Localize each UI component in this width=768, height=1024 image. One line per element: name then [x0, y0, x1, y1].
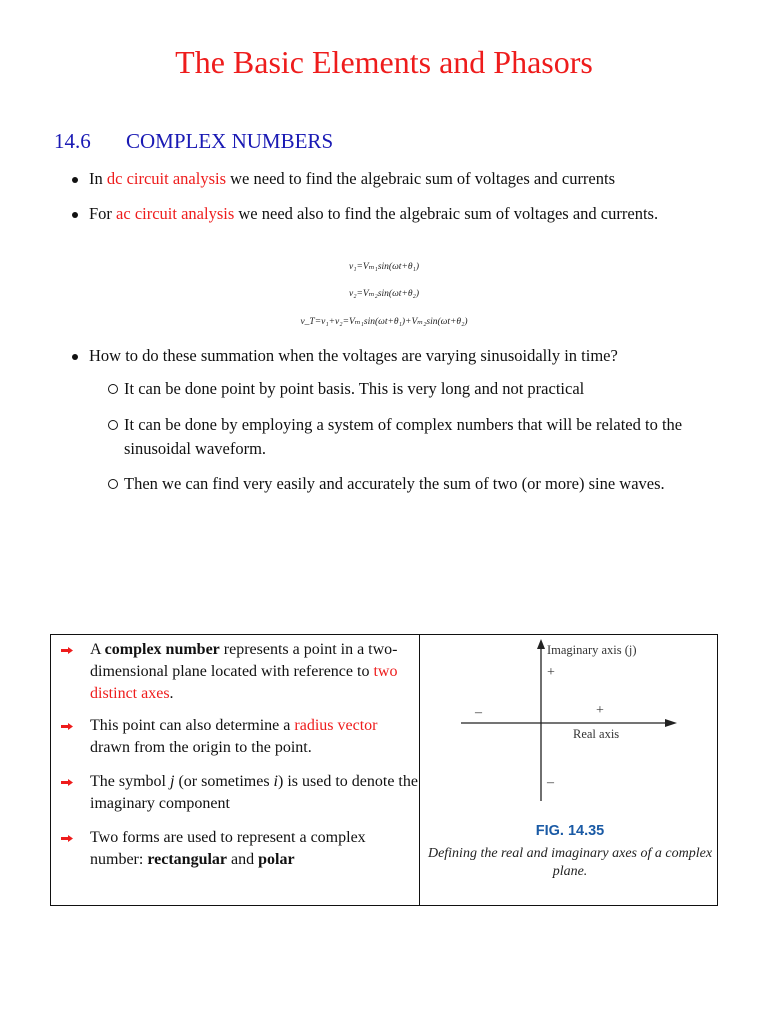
- equation-vt: v_T=v₁+v₂=Vₘ₁sin(ωt+θ₁)+Vₘ₂sin(ωt+θ₂): [300, 317, 468, 327]
- box-item-and: and: [227, 851, 259, 868]
- box-item-post: represents a point in a two-dimensional plane located with reference to: [90, 641, 398, 680]
- plus-top-label: +: [547, 665, 555, 680]
- bullet-text-post: we need also to find the algebraic sum of voltages and currents.: [234, 204, 659, 223]
- minus-left-label: –: [475, 705, 482, 720]
- figure-caption: Defining the real and imaginary axes of a complex plane.: [427, 846, 713, 879]
- box-item-symbol: i: [273, 773, 278, 790]
- page-title: The Basic Elements and Phasors: [175, 44, 593, 80]
- complex-number-box: [50, 634, 718, 906]
- bullet-text: [89, 202, 699, 226]
- box-item-end: .: [169, 685, 174, 702]
- box-item-text: [90, 771, 420, 815]
- section-heading: [54, 127, 333, 155]
- equation-v1: v₁=Vₘ₁sin(ωt+θ₁): [348, 262, 419, 272]
- minus-bottom-label: –: [547, 775, 554, 790]
- complex-plane-diagram: [451, 635, 721, 805]
- bullet-text-post: we need to find the algebraic sum of voltages and currents: [226, 169, 616, 188]
- red-arrow-icon: [61, 779, 73, 786]
- box-item-bold: complex number: [104, 641, 220, 658]
- box-item-post: ) is used to denote the imaginary component: [90, 773, 418, 812]
- imaginary-axis-arrow-icon: [537, 639, 545, 649]
- box-item-mid: (or sometimes: [174, 773, 274, 790]
- real-axis-arrow-icon: [665, 719, 677, 727]
- section-title: COMPLEX NUMBERS: [126, 129, 334, 153]
- bullet-text-pre: For: [89, 204, 117, 223]
- plus-right-label: +: [596, 703, 604, 718]
- bullet-highlight: dc circuit analysis: [106, 169, 227, 188]
- figure-number: FIG. 14.35: [535, 823, 605, 839]
- box-item-highlight: radius vector: [294, 717, 378, 734]
- imaginary-axis-label: Imaginary axis (j): [547, 643, 637, 657]
- subitem-text: Then we can find very easily and accurately the sum of two (or more) sine waves.: [124, 474, 665, 493]
- red-arrow-icon: [61, 647, 73, 654]
- bullet-dot: [72, 212, 78, 218]
- box-item-text: [90, 715, 420, 759]
- bullet-text: How to do these summation when the voltages are varying sinusoidally in time?: [89, 346, 618, 365]
- real-axis-label: Real axis: [573, 727, 620, 741]
- equation-v2: v₂=Vₘ₂sin(ωt+θ₂): [348, 289, 419, 299]
- box-item-pre: Two forms are used to represent a complex number:: [90, 829, 366, 868]
- subitem-circle: [108, 384, 118, 394]
- box-item-bold: polar: [258, 851, 295, 868]
- bullet-dot: [72, 177, 78, 183]
- subitem-circle: [108, 420, 118, 430]
- red-arrow-icon: [61, 835, 73, 842]
- box-item-text: [90, 827, 420, 871]
- box-item-bold: rectangular: [147, 851, 228, 868]
- subitem-text: It can be done point by point basis. This is very long and not practical: [124, 379, 585, 398]
- box-item-text: [90, 639, 420, 705]
- subitem-circle: [108, 479, 118, 489]
- box-item-pre: The symbol: [90, 773, 170, 790]
- box-item-pre: A: [90, 641, 105, 658]
- box-item-post: drawn from the origin to the point.: [90, 739, 312, 756]
- red-arrow-icon: [61, 723, 73, 730]
- box-item-pre: This point can also determine a: [90, 717, 295, 734]
- bullet-text-pre: In: [89, 169, 107, 188]
- section-number: 14.6: [54, 129, 91, 153]
- box-item-symbol: j: [170, 773, 175, 790]
- box-item-highlight: two distinct axes: [90, 663, 398, 702]
- subitem-text: It can be done by employing a system of complex numbers that will be related to the sinusoidal waveform.: [124, 415, 683, 458]
- bullet-highlight: ac circuit analysis: [116, 204, 235, 223]
- bullet-text: [89, 167, 729, 191]
- bullet-dot: [72, 354, 78, 360]
